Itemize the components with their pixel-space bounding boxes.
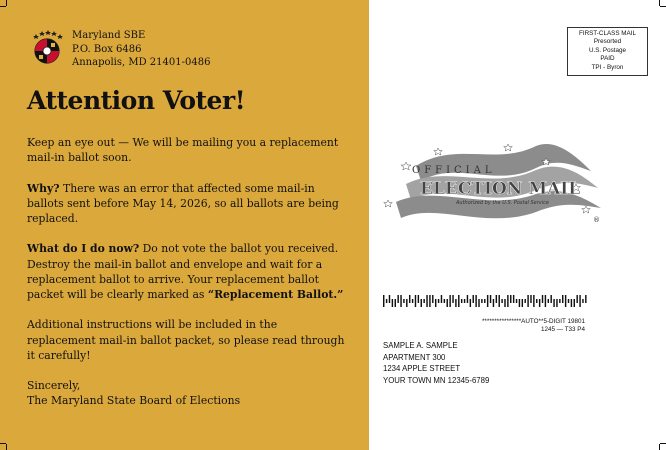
recipient-address: [383, 340, 489, 386]
barcode-bar: [481, 299, 482, 303]
return-address-line3: Annapolis, MD 21401-0486: [72, 57, 211, 68]
barcode-bar: [418, 295, 419, 303]
auto-line: ****************AUTO**5-DIGIT 19801: [481, 318, 585, 325]
barcode-bar: [585, 295, 586, 303]
barcode-bar: [403, 299, 404, 303]
barcode-bar: [501, 299, 502, 303]
postage-line3: U.S. Postage: [588, 46, 627, 54]
postage-line4: PAID: [600, 55, 615, 63]
barcode-bar: [438, 299, 439, 303]
what-label: What do I do now?: [27, 242, 140, 256]
crop-mark-br: [660, 443, 666, 444]
barcode-bar: [548, 299, 549, 303]
barcode-bar: [493, 299, 494, 307]
barcode-bar: [582, 299, 583, 303]
barcode-bar: [542, 295, 543, 303]
return-address: [72, 29, 210, 70]
barcode-bar: [432, 295, 433, 303]
barcode-bar: [519, 299, 520, 307]
barcode-bar: [464, 299, 465, 303]
official-election-mail-logo: [376, 136, 606, 232]
barcode-bar: [539, 299, 540, 307]
barcode-bar: [412, 299, 413, 303]
why-paragraph: [27, 181, 347, 227]
barcode-bar: [522, 299, 523, 307]
barcode-bar: [536, 299, 537, 303]
barcode-bar: [455, 299, 456, 307]
maryland-seal-icon: [30, 30, 64, 64]
recipient-name: SAMPLE A. SAMPLE: [383, 341, 458, 350]
barcode-bar: [556, 299, 557, 307]
barcode-bar: [386, 299, 387, 303]
barcode-bar: [435, 299, 436, 307]
barcode-bar: [487, 295, 488, 307]
barcode-bar: [383, 295, 384, 307]
return-address-line2: P.O. Box 6486: [72, 43, 142, 55]
barcode-bar: [449, 295, 450, 307]
barcode-bar: [507, 295, 508, 307]
route-line: 1245 — T33 P4: [541, 325, 585, 333]
recipient-street: 1234 APPLE STREET: [383, 364, 461, 373]
what-emphasis: “Replacement Ballot.”: [207, 288, 344, 301]
barcode-bar: [452, 295, 453, 303]
barcode-bar: [473, 295, 474, 303]
logo-auth-text: Authorized by the U.S. Postal Service: [456, 200, 549, 206]
barcode-bar: [565, 295, 566, 307]
barcode-bar: [498, 295, 499, 307]
barcode-bar: [490, 295, 491, 303]
crop-mark-tl: [0, 6, 6, 7]
barcode-bar: [458, 295, 459, 307]
barcode-bar: [484, 299, 485, 303]
intro-paragraph: Keep an eye out — We will be mailing you a replacement mail-in ballot soon.: [27, 136, 339, 165]
recipient-apartment: APARTMENT 300: [383, 352, 446, 362]
barcode-bar: [397, 295, 398, 303]
barcode-bar: [392, 299, 393, 307]
postage-line1: FIRST-CLASS MAIL: [578, 30, 637, 37]
logo-official-text: OFFICIAL: [412, 165, 496, 176]
barcode-bar: [478, 299, 479, 307]
barcode-bar: [415, 295, 416, 307]
why-label: Why?: [27, 181, 60, 195]
postal-barcode: [383, 295, 588, 307]
page-title: Attention Voter!: [27, 86, 246, 115]
barcode-bar: [527, 295, 528, 307]
what-text: Do not vote the ballot you received. Destroy the mail-in ballot and envelope and wait for a replacement ballot to arrive. Your replacement ballot packet will be clearly marked as: [27, 242, 339, 301]
logo-main-text: ELECTION MAIL: [420, 179, 581, 199]
barcode-bar: [550, 295, 551, 303]
crop-mark-tr: [660, 6, 666, 7]
barcode-bar: [510, 295, 511, 303]
crop-mark-tl-v: [6, 0, 7, 6]
barcode-bar: [496, 295, 497, 303]
barcode-bar: [409, 295, 410, 303]
message-body: [27, 135, 347, 409]
presort-endorsement: [440, 318, 585, 333]
barcode-bar: [444, 299, 445, 303]
barcode-bar: [406, 299, 407, 307]
barcode-bar: [559, 299, 560, 303]
barcode-bar: [461, 299, 462, 303]
barcode-bar: [530, 295, 531, 303]
barcode-bar: [475, 295, 476, 307]
crop-mark-bl-v: [6, 444, 7, 450]
logo-registered-mark: ®: [593, 216, 600, 224]
postage-line2: Presorted: [593, 38, 622, 46]
barcode-bar: [429, 295, 430, 307]
barcode-bar: [516, 299, 517, 303]
signature: The Maryland State Board of Elections: [27, 394, 241, 408]
barcode-bar: [568, 299, 569, 303]
crop-mark-br-v: [659, 444, 660, 450]
barcode-bar: [400, 295, 401, 307]
barcode-bar: [576, 295, 577, 303]
why-text: There was an error that affected some mail-in ballots sent before May 14, 2026, so all ballots are being replaced.: [27, 181, 339, 225]
barcode-bar: [524, 299, 525, 303]
barcode-bar: [389, 295, 390, 303]
barcode-bar: [562, 295, 563, 303]
barcode-bar: [504, 299, 505, 307]
what-paragraph: [27, 241, 347, 302]
postage-line5: TPI - Byron: [591, 63, 624, 71]
barcode-bar: [571, 299, 572, 307]
barcode-bar: [467, 295, 468, 303]
barcode-bar: [447, 299, 448, 307]
barcode-bar: [553, 299, 554, 307]
barcode-bar: [441, 295, 442, 303]
barcode-bar: [513, 295, 514, 303]
recipient-city: YOUR TOWN MN 12345-6789: [383, 375, 490, 385]
return-address-line1: Maryland SBE: [72, 30, 146, 41]
postage-indicia: [567, 27, 648, 76]
closing: Sincerely,: [27, 379, 81, 393]
barcode-bar: [545, 295, 546, 307]
barcode-bar: [423, 299, 424, 303]
crop-mark-tr-v: [659, 0, 660, 6]
barcode-bar: [533, 295, 534, 307]
barcode-bar: [579, 295, 580, 307]
barcode-bar: [470, 299, 471, 307]
barcode-bar: [395, 299, 396, 307]
barcode-bar: [574, 299, 575, 307]
instructions-paragraph: Additional instructions will be included in the replacement mail-in ballot packet, so please read through it carefully!: [27, 318, 345, 362]
barcode-bar: [421, 299, 422, 307]
barcode-bar: [426, 295, 427, 307]
